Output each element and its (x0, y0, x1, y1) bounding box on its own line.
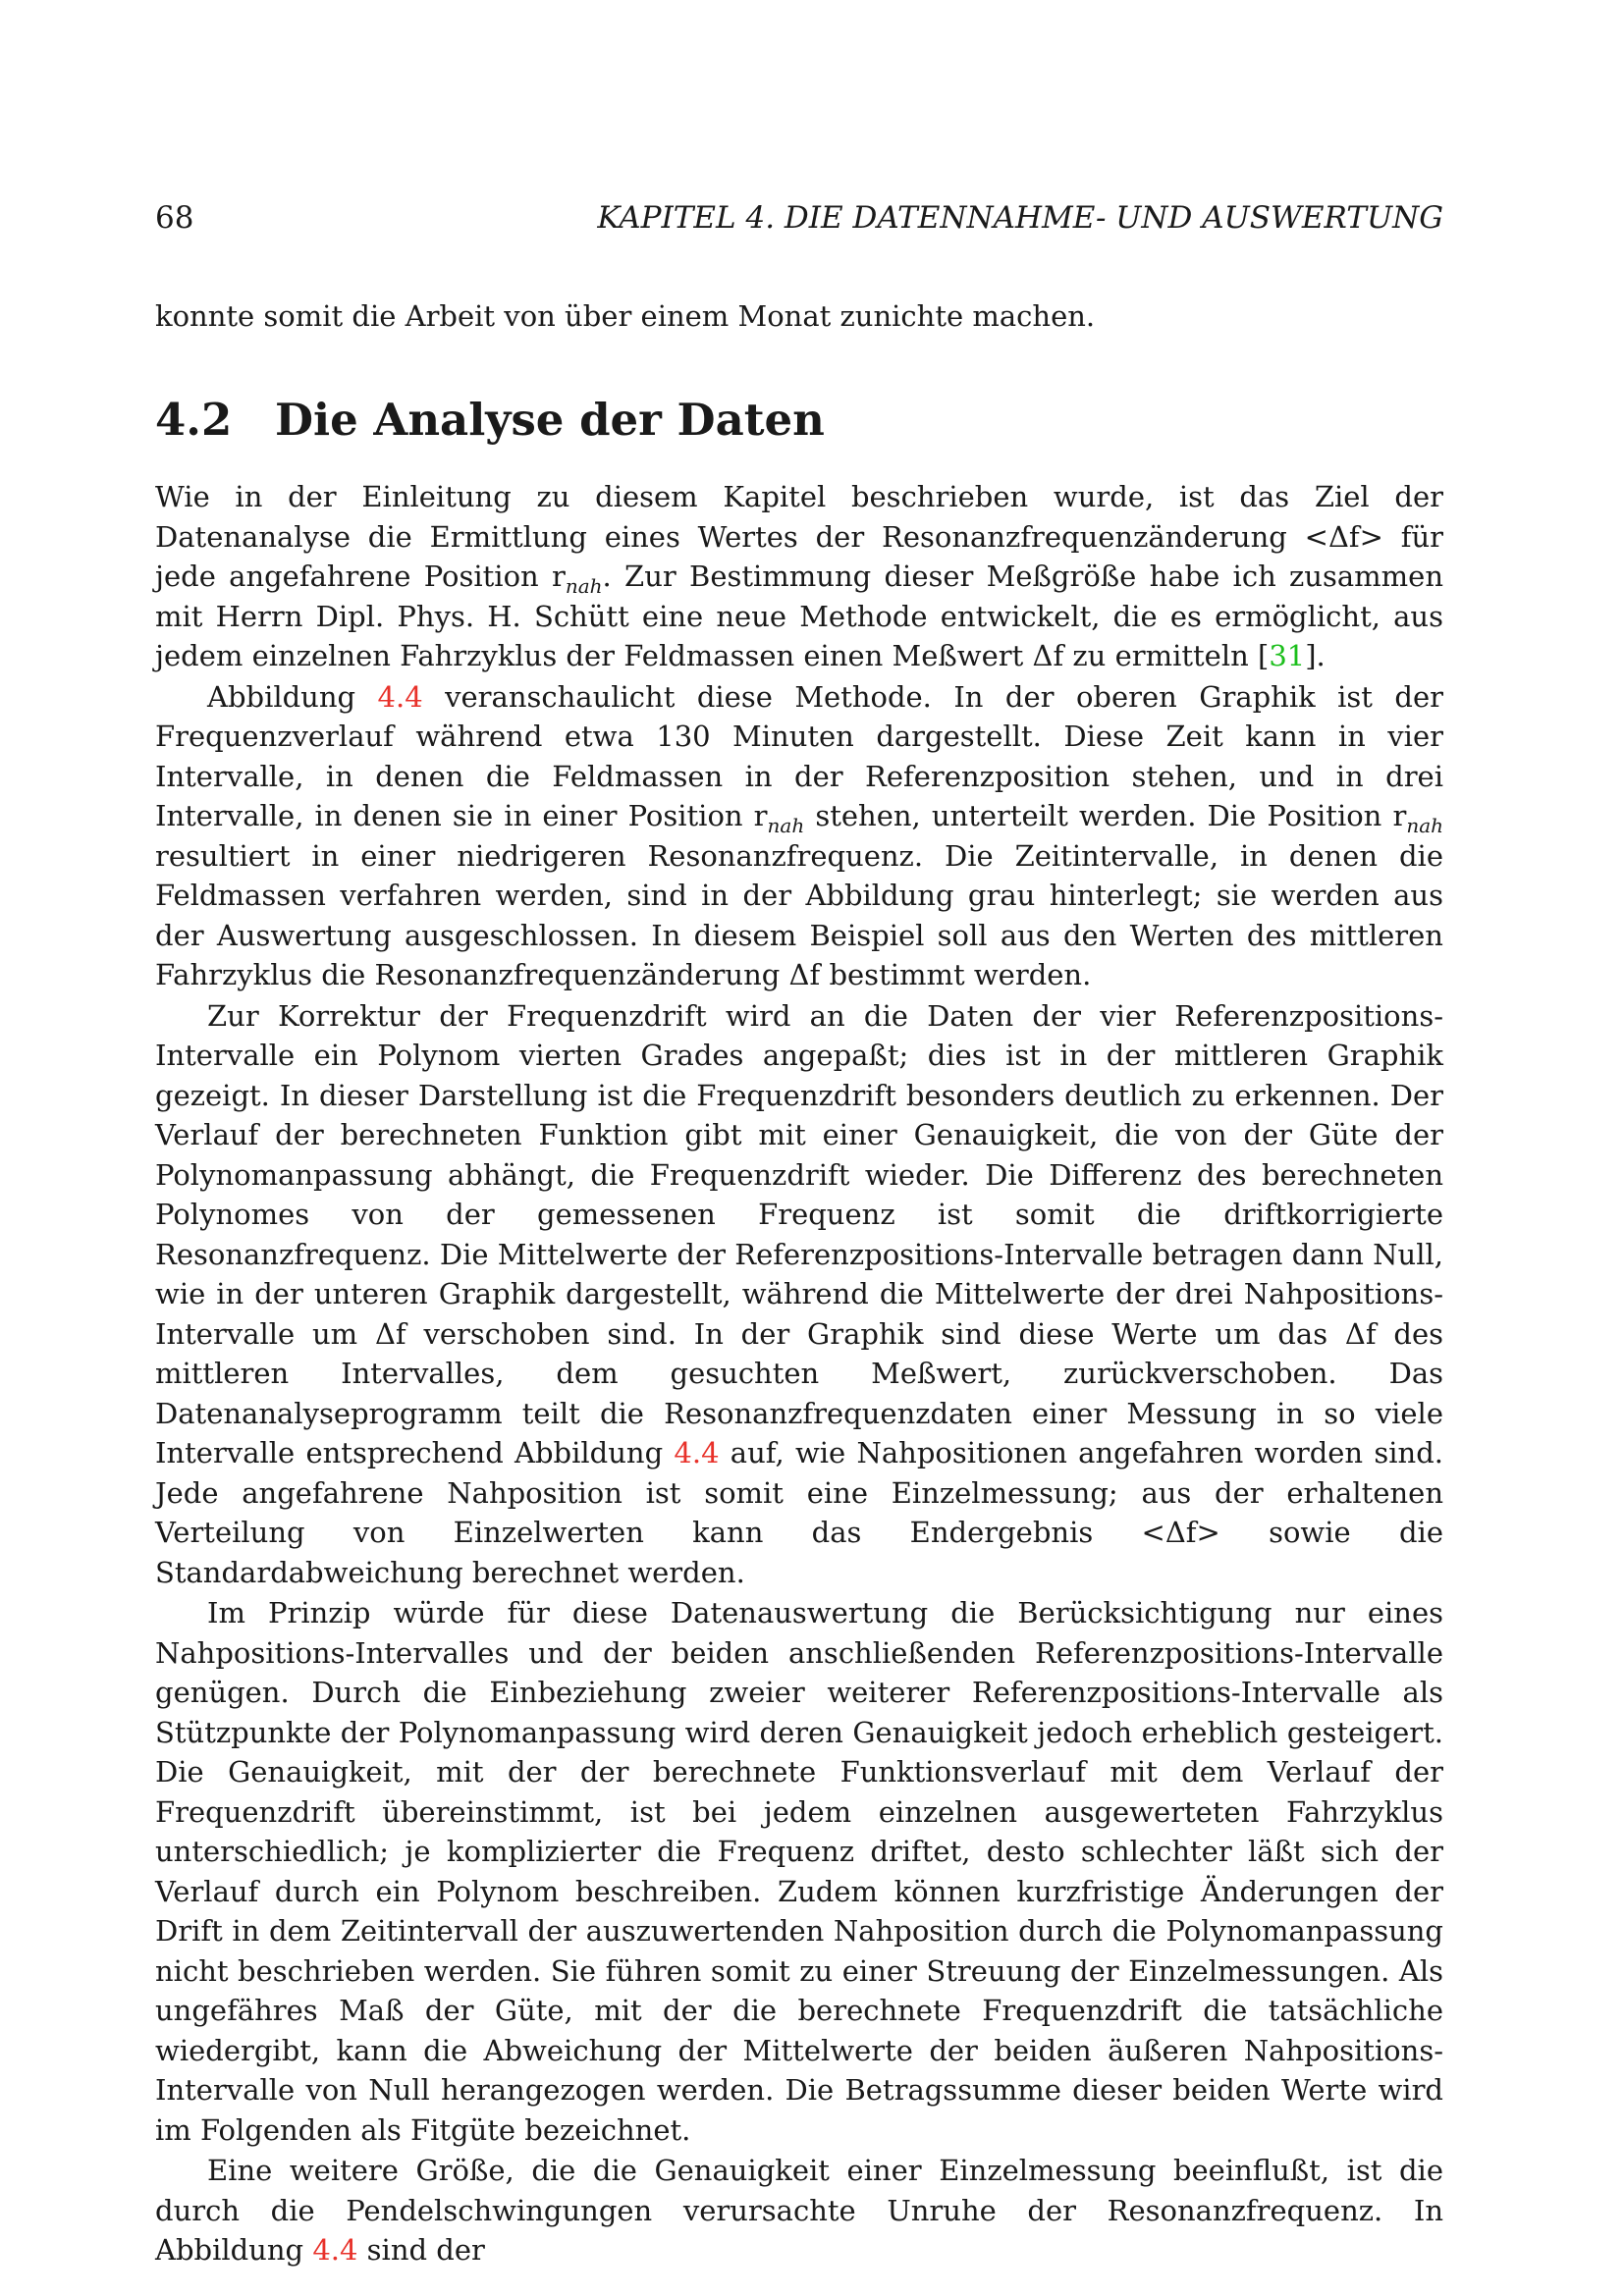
paragraph-5 (155, 2151, 1443, 2270)
paragraph-2 (155, 677, 1443, 995)
paragraph-4: Im Prinzip würde für diese Datenauswertung die Berücksichtigung nur eines Nahpositions-Intervalles und der beiden anschließenden Referenzpositions-Intervalle genügen. Durch die Einbeziehung zweier weiterer Referenzpositions-Intervalle als Stützpunkte der Polynomanpassung wird deren Genauigkeit jedoch erheblich gesteigert. Die Genauigkeit, mit der der berechnete Funktionsverlauf mit dem Verlauf der Frequenzdrift übereinstimmt, ist bei jedem einzelnen ausgewerteten Fahrzyklus unterschiedlich; je komplizierter die Frequenz driftet, desto schlechter läßt sich der Verlauf durch ein Polynom beschreiben. Zudem können kurzfristige Änderungen der Drift in dem Zeitintervall der auszuwertenden Nahposition durch die Polynomanpassung nicht beschrieben werden. Sie führen somit zu einer Streuung der Einzelmessungen. Als ungefähres Maß der Güte, mit der die berechnete Frequenzdrift die tatsächliche wiedergibt, kann die Abweichung der Mittelwerte der beiden äußeren Nahpositions-Intervalle von Null herangezogen werden. Die Betragssumme dieser beiden Werte wird im Folgenden als Fitgüte bezeichnet. (155, 1596, 1443, 2147)
text-run: sind der (357, 2233, 485, 2267)
figure-reference-link[interactable]: 4.4 (312, 2233, 358, 2267)
text-run: resultiert in einer niedrigeren Resonanzfrequenz. Die Zeitintervalle, in denen die Feldmassen verfahren werden, sind in der Abbildung grau hinterlegt; sie werden aus der Auswertung ausgeschlossen. In diesem Beispiel soll aus den Werten des mittleren Fahrzyklus die Resonanzfrequenzänderung Δf bestimmt werden. (155, 838, 1443, 991)
text-run: Eine weitere Größe, die die Genauigkeit einer Einzelmessung beeinflußt, ist die durch die Pendelschwingungen verursachte Unruhe der Resonanzfrequenz. In Abbildung (155, 2154, 1443, 2267)
text-run: Zur Korrektur der Frequenzdrift wird an die Daten der vier Referenzpositions-Intervalle ein Polynom vierten Grades angepaßt; dies ist in der mittleren Graphik gezeigt. In dieser Darstellung ist die Frequenzdrift besonders deutlich zu erkennen. Der Verlauf der berechneten Funktion gibt mit einer Genauigkeit, die von der Güte der Polynomanpassung abhängt, die Frequenzdrift wieder. Die Differenz des berechneten Polynomes von der gemessenen Frequenz ist somit die driftkorrigierte Resonanzfrequenz. Die Mittelwerte der Referenzpositions-Intervalle betragen dann Null, wie in der unteren Graphik dargestellt, während die Mittelwerte der drei Nahpositions-Intervalle um Δf verschoben sind. In der Graphik sind diese Werte um das Δf des mittleren Intervalles, dem gesuchten Meßwert, zurückverschoben. Das Datenanalyseprogramm teilt die Resonanzfrequenzdaten einer Messung in so viele Intervalle entsprechend Abbildung (155, 998, 1443, 1469)
text-run: auf, wie Nahpositionen angefahren worden sind. Jede angefahrene Nahposition ist somit eine Einzelmessung; aus der erhaltenen Verteilung von Einzelwerten kann das Endergebnis <Δf> sowie die Standardabweichung berechnet werden. (155, 1436, 1443, 1589)
text-run: Abbildung (207, 679, 378, 714)
citation-link[interactable]: 31 (1269, 639, 1306, 672)
section-number: 4.2 (155, 394, 233, 446)
subscript: nah (767, 813, 805, 837)
chapter-title: KAPITEL 4. DIE DATENNAHME- UND AUSWERTUNG (597, 200, 1443, 236)
text-run: stehen, unterteilt werden. Die Position r (804, 799, 1407, 832)
text-run: . Zur Bestimmung dieser Meßgröße habe ich zusammen mit Herrn Dipl. Phys. H. Schütt eine neue Methode entwickelt, die es ermöglicht, aus jedem einzelnen Fahrzyklus der Feldmassen einen Meßwert Δf zu ermitteln [ (155, 560, 1443, 672)
paragraph-3 (155, 996, 1443, 1593)
figure-reference-link[interactable]: 4.4 (377, 679, 423, 714)
subscript: nah (565, 573, 603, 598)
text-run: Wie in der Einleitung zu diesem Kapitel beschrieben wurde, ist das Ziel der Datenanalyse die Ermittlung eines Wertes der Resonanzfrequenzänderung <Δf> für jede angefahrene Position r (155, 480, 1443, 593)
subscript: nah (1406, 813, 1443, 837)
body-text (155, 477, 1443, 2271)
carryover-line: konnte somit die Arbeit von über einem Monat zunichte machen. (155, 299, 1096, 333)
section-title: Die Analyse der Daten (275, 394, 825, 446)
paragraph-1 (155, 477, 1443, 676)
figure-reference-link[interactable]: 4.4 (674, 1436, 720, 1469)
running-header (155, 198, 1443, 238)
text-run: veranschaulicht diese Methode. In der oberen Graphik ist der Frequenzverlauf während etwa 130 Minuten dargestellt. Diese Zeit kann in vier Intervalle, in denen die Feldmassen in der Referenzposition stehen, und in drei Intervalle, in denen sie in einer Position r (155, 679, 1443, 832)
text-run: ]. (1305, 639, 1326, 672)
section-heading (155, 393, 1443, 448)
page-number: 68 (155, 200, 194, 236)
